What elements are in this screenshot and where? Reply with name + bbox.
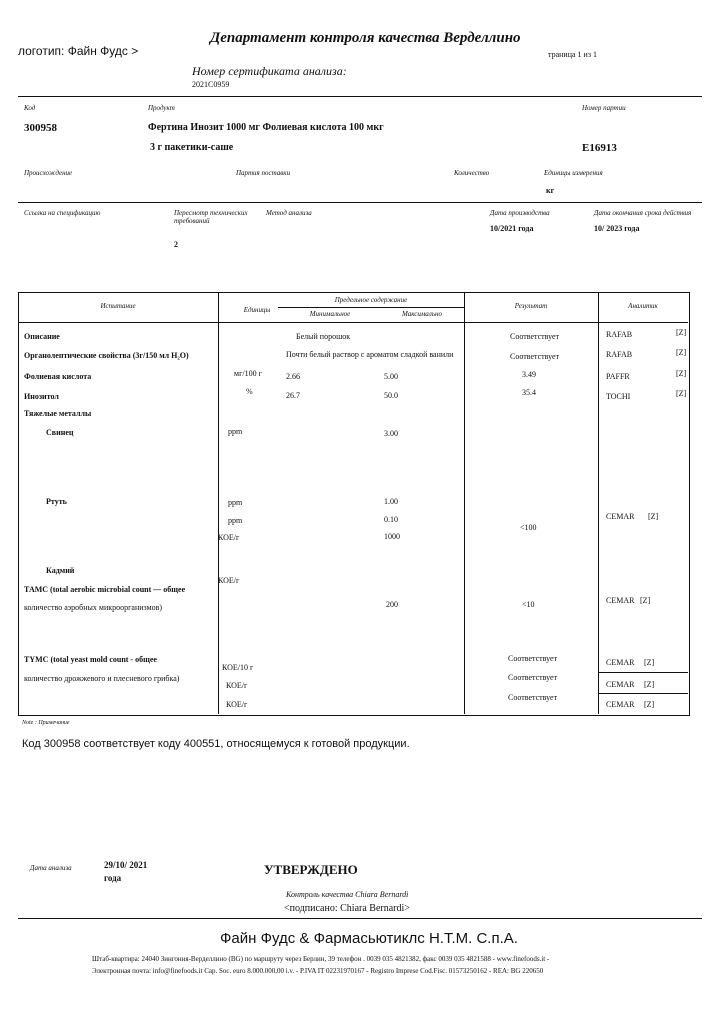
row-result: 3.49 xyxy=(522,370,536,379)
divider xyxy=(18,918,702,919)
col-header-analyst: Аналитик xyxy=(628,302,658,310)
row-test: Тяжелые металлы xyxy=(24,409,92,418)
row-analyst: CEMAR xyxy=(606,596,635,605)
row-result: Соответствует xyxy=(508,693,558,702)
row-units: ppm xyxy=(228,427,243,436)
spec-label: Ссылка на спецификацию xyxy=(24,209,101,217)
batch-value: E16913 xyxy=(582,142,617,154)
row-max: 1.00 xyxy=(384,497,398,506)
row-units: ppm xyxy=(228,516,243,525)
analysis-date: 29/10/ 2021 xyxy=(104,860,148,870)
row-flag: [Z] xyxy=(676,389,687,398)
col-header-test: Испытание xyxy=(100,302,136,310)
logo-text: логотип: Файн Фудс > xyxy=(18,44,139,58)
row-units: КОЕ/10 г xyxy=(222,663,254,672)
origin-label: Происхождение xyxy=(24,169,73,177)
row-min: 2.66 xyxy=(286,372,300,381)
row-units: КОЕ/г xyxy=(218,576,240,585)
row-flag: [Z] xyxy=(644,658,655,667)
expiry-date: 10/ 2023 года xyxy=(594,224,640,233)
col-header-result: Результат xyxy=(514,302,548,310)
analysis-date-label: Дата анализа xyxy=(30,864,72,872)
row-min: Почти белый раствор с ароматом сладкой ванили xyxy=(286,350,454,359)
expiry-date-label: Дата окончания срока действия xyxy=(594,209,692,217)
row-result: 35.4 xyxy=(522,388,536,397)
review-value: 2 xyxy=(174,240,178,249)
row-units: % xyxy=(246,387,253,396)
col-divider xyxy=(464,292,465,714)
col-header-units: Единицы xyxy=(243,306,271,314)
col-divider xyxy=(218,292,219,714)
row-analyst: CEMAR xyxy=(606,512,635,521)
row-min: 26.7 xyxy=(286,391,300,400)
row-analyst: CEMAR xyxy=(606,680,635,689)
row-flag: [Z] xyxy=(676,348,687,357)
row-test: Органолептические свойства (3г/150 мл H₂O) xyxy=(24,351,189,360)
row-units: КОЕ/г xyxy=(226,681,248,690)
code-value: 300958 xyxy=(24,122,57,134)
row-max: 3.00 xyxy=(384,429,398,438)
col-header-limit: Предельное содержание xyxy=(334,296,408,304)
note-text: Код 300958 соответствует коду 400551, относящемуся к готовой продукции. xyxy=(22,738,410,750)
row-test: Описание xyxy=(24,332,60,341)
row-analyst: CEMAR xyxy=(606,700,635,709)
row-result: Соответствует xyxy=(510,352,560,361)
row-max: 50.0 xyxy=(384,391,398,400)
production-date-label: Дата производства xyxy=(490,209,550,217)
row-test: ТАМС (total aerobic microbial count — общее xyxy=(24,585,186,594)
row-result: Соответствует xyxy=(508,673,558,682)
approved-stamp: УТВЕРЖДЕНО xyxy=(264,862,358,877)
units-value: кг xyxy=(546,186,555,195)
row-max: 0.10 xyxy=(384,515,398,524)
row-test: Инозитол xyxy=(24,392,59,401)
divider xyxy=(18,96,702,97)
note-label: Note : Примечание xyxy=(22,720,70,726)
signed-line: <подписано: Chiara Bernardi> xyxy=(284,903,410,914)
divider xyxy=(598,693,688,694)
hq-line: Штаб-квартира: 24040 Зингония-Верделлино (BG) по маршруту через Берлин, 39 телефон . 0039 035 4821382, факс 0039 035 4821588 - www.finefoods.it - xyxy=(92,955,550,963)
row-test: Кадмий xyxy=(46,566,75,575)
product-line-2: 3 г пакетики-саше xyxy=(150,142,234,153)
col-divider xyxy=(598,292,599,714)
quantity-label: Количество xyxy=(454,169,490,177)
product-label: Продукт xyxy=(148,104,175,112)
row-units: КОЕ/г xyxy=(218,533,240,542)
row-analyst: CEMAR xyxy=(606,658,635,667)
row-result: <10 xyxy=(522,600,535,609)
code-label: Код xyxy=(24,104,36,112)
production-date: 10/2021 года xyxy=(490,224,534,233)
page-number: траница 1 из 1 xyxy=(548,50,597,59)
department-title: Департамент контроля качества Верделлино xyxy=(210,30,521,46)
units-label: Единицы измерения xyxy=(544,169,603,177)
row-result: Соответствует xyxy=(508,654,558,663)
limit-subdivider xyxy=(278,307,464,308)
row-analyst: TOCHI xyxy=(606,392,631,401)
qc-line: Контроль качества Chiara Bernardi xyxy=(286,890,409,899)
row-test: Фолиевая кислота xyxy=(24,372,92,381)
row-test-cont: количество дрожжевого и плесневого грибка) xyxy=(24,674,180,683)
row-flag: [Z] xyxy=(644,700,655,709)
supply-label: Партия поставки xyxy=(236,169,291,177)
row-flag: [Z] xyxy=(676,369,687,378)
company-name: Файн Фудс & Фармасьютиклс Н.Т.М. С.п.А. xyxy=(220,930,518,947)
row-flag: [Z] xyxy=(648,512,659,521)
batch-label: Номер партии xyxy=(582,104,626,112)
row-units: ppm xyxy=(228,498,243,507)
row-flag: [Z] xyxy=(676,328,687,337)
row-max: 5.00 xyxy=(384,372,398,381)
certificate-label: Номер сертификата анализа: xyxy=(192,64,347,78)
row-flag: [Z] xyxy=(644,680,655,689)
col-header-max: Максимально xyxy=(401,310,443,318)
row-test: TYMC (total yeast mold count - общее xyxy=(24,655,157,664)
email-line: Электронная почта: info@finefoods.it Cap. Soc. euro 8.000.000,00 i.v. - P.IVA IT 02231970167 - Registro Imprese Cod.Fisc. 01573250162 - REA: BG 220650 xyxy=(92,967,544,975)
method-label: Метод анализа xyxy=(266,209,312,217)
row-max: 200 xyxy=(386,600,398,609)
row-max: 1000 xyxy=(384,532,400,541)
analysis-date-suffix: года xyxy=(104,873,122,883)
row-test: Ртуть xyxy=(46,497,67,506)
product-line-1: Фертина Инозит 1000 мг Фолиевая кислота 100 мкг xyxy=(148,122,384,133)
row-test: Свинец xyxy=(46,428,74,437)
row-result: <100 xyxy=(520,523,537,532)
row-analyst: PAFFR xyxy=(606,372,630,381)
divider xyxy=(18,202,702,203)
row-units: мг/100 г xyxy=(234,369,262,378)
review-label: Пересмотр технических требований xyxy=(174,209,248,225)
row-analyst: RAFAB xyxy=(606,330,633,339)
row-test-cont: количество аэробных микроорганизмов) xyxy=(24,603,163,612)
row-min: Белый порошок xyxy=(296,332,351,341)
row-result: Соответствует xyxy=(510,332,560,341)
row-analyst: RAFAB xyxy=(606,350,633,359)
table-header-divider xyxy=(18,322,688,323)
col-header-min: Минимальное xyxy=(309,310,351,318)
row-flag: [Z] xyxy=(640,596,651,605)
divider xyxy=(598,672,688,673)
certificate-number: 2021С0959 xyxy=(192,80,230,89)
row-units: КОЕ/г xyxy=(226,700,248,709)
